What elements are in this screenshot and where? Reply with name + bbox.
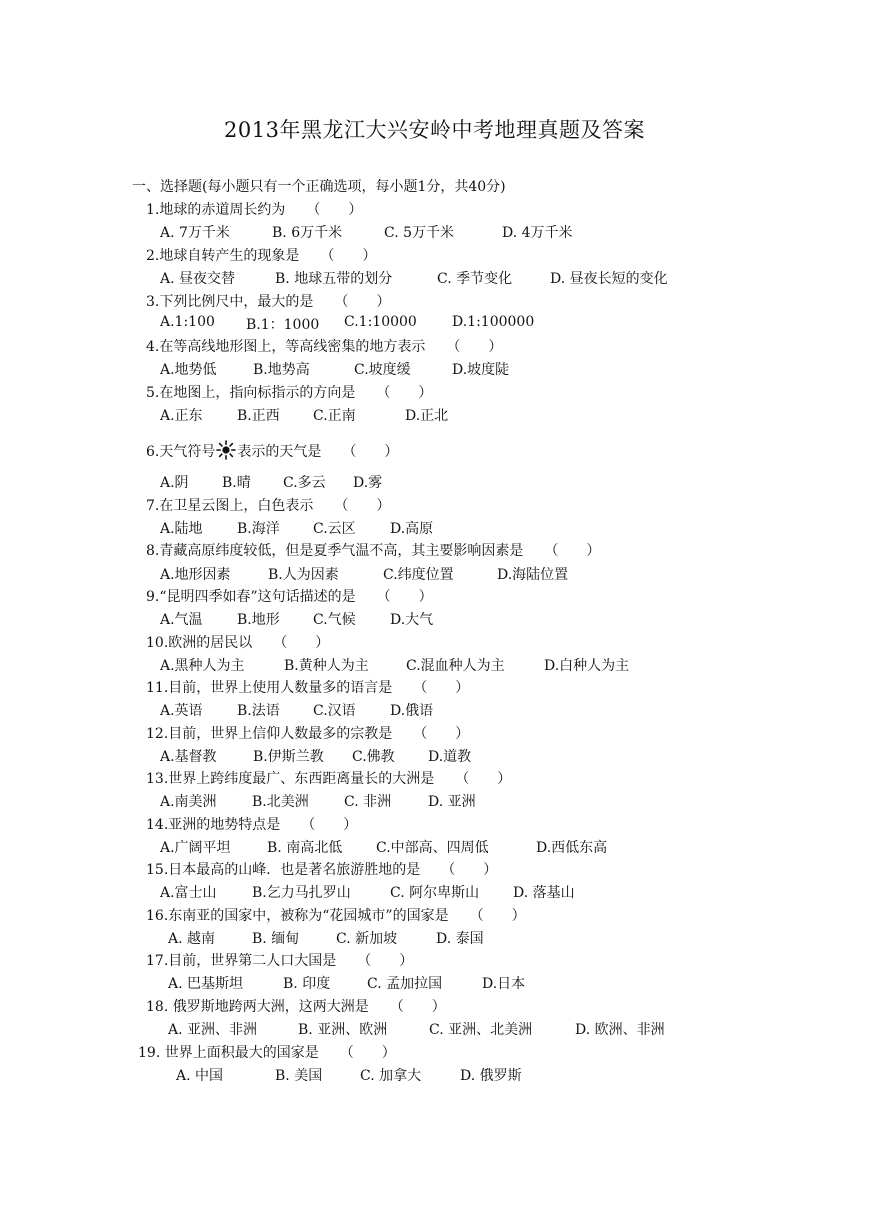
option-d: D. 4万千米 bbox=[502, 225, 573, 241]
option-c: C.汉语 bbox=[313, 703, 356, 719]
question-10-stem: 10.欧洲的居民以 （ ） bbox=[146, 635, 330, 651]
question-19-stem: 19. 世界上面积最大的国家是 （ ） bbox=[138, 1045, 396, 1061]
option-c: C.云区 bbox=[313, 521, 356, 537]
option-c: C.佛教 bbox=[352, 749, 395, 765]
option-b: B.海洋 bbox=[237, 521, 280, 537]
option-c: C.混血种人为主 bbox=[406, 658, 505, 674]
option-a: A.陆地 bbox=[160, 521, 203, 537]
option-c: C.1:10000 bbox=[344, 314, 417, 330]
option-c: C.坡度缓 bbox=[354, 362, 411, 378]
question-7-stem: 7.在卫星云图上，白色表示 （ ） bbox=[146, 498, 391, 514]
option-d: D.高原 bbox=[390, 521, 434, 537]
question-9-stem: 9.“昆明四季如春”这句话描述的是 （ ） bbox=[146, 589, 433, 605]
option-b: B. 美国 bbox=[275, 1068, 323, 1084]
option-a: A. 亚洲、非洲 bbox=[168, 1022, 258, 1038]
option-b: B. 印度 bbox=[283, 976, 331, 992]
question-6-stem bbox=[146, 440, 398, 461]
option-d: D.坡度陡 bbox=[452, 362, 510, 378]
option-b: B.黄种人为主 bbox=[284, 658, 369, 674]
option-a: A.富士山 bbox=[160, 885, 217, 901]
question-15-stem: 15.日本最高的山峰．也是著名旅游胜地的是 （ ） bbox=[146, 862, 498, 878]
question-6-stem-prefix: 6.天气符号 bbox=[146, 444, 216, 460]
section-heading: 一、选择题(每小题只有一个正确选项，每小题1分，共40分) bbox=[132, 179, 506, 195]
option-a: A.基督教 bbox=[160, 749, 217, 765]
option-b: B.人为因素 bbox=[268, 567, 339, 583]
option-d: D.正北 bbox=[405, 408, 449, 424]
option-d: D.海陆位置 bbox=[497, 567, 569, 583]
option-d: D.西低东高 bbox=[536, 840, 608, 856]
option-d: D.大气 bbox=[390, 612, 434, 628]
option-b: B.伊斯兰教 bbox=[253, 749, 324, 765]
option-d: D. 昼夜长短的变化 bbox=[550, 271, 668, 287]
option-b: B.正西 bbox=[237, 408, 280, 424]
option-a: A. 巴基斯坦 bbox=[168, 976, 244, 992]
option-b: B. 亚洲、欧洲 bbox=[298, 1022, 388, 1038]
question-4-stem: 4.在等高线地形图上，等高线密集的地方表示 （ ） bbox=[146, 339, 503, 355]
option-c: C. 加拿大 bbox=[360, 1068, 422, 1084]
question-11-stem: 11.目前，世界上使用人数量多的语言是 （ ） bbox=[146, 680, 470, 696]
option-c: C. 阿尔卑斯山 bbox=[390, 885, 480, 901]
option-d: D. 欧洲、非洲 bbox=[575, 1022, 665, 1038]
option-a: A.黑种人为主 bbox=[160, 658, 245, 674]
question-3-stem: 3.下列比例尺中，最大的是 （ ） bbox=[146, 294, 391, 310]
option-a: A.地势低 bbox=[160, 362, 217, 378]
option-c: C. 非洲 bbox=[344, 794, 392, 810]
option-d: D. 亚洲 bbox=[428, 794, 476, 810]
question-18-stem: 18. 俄罗斯地跨两大洲，这两大洲是 （ ） bbox=[146, 999, 446, 1015]
question-17-stem: 17.目前，世界第二人口大国是 （ ） bbox=[146, 953, 414, 969]
option-b: B.法语 bbox=[237, 703, 280, 719]
option-c: C.气候 bbox=[313, 612, 356, 628]
option-b: B. 6万千米 bbox=[272, 225, 343, 241]
option-d: D.白种人为主 bbox=[544, 658, 630, 674]
option-d: D. 泰国 bbox=[436, 931, 484, 947]
option-a: A.阴 bbox=[160, 475, 189, 491]
option-d: D.1:100000 bbox=[452, 314, 535, 330]
option-d: D.俄语 bbox=[390, 703, 434, 719]
option-a: A.南美洲 bbox=[160, 794, 217, 810]
option-a: A.英语 bbox=[160, 703, 203, 719]
option-b: B.地势高 bbox=[253, 362, 310, 378]
option-a: A.1:100 bbox=[160, 314, 215, 330]
option-b: B.北美洲 bbox=[252, 794, 309, 810]
option-a: A. 越南 bbox=[168, 931, 216, 947]
question-2-stem: 2.地球自转产生的现象是 （ ） bbox=[146, 248, 377, 264]
option-b: B.晴 bbox=[222, 475, 251, 491]
question-5-stem: 5.在地图上，指向标指示的方向是 （ ） bbox=[146, 385, 433, 401]
option-d: D.道教 bbox=[428, 749, 472, 765]
option-d: D. 俄罗斯 bbox=[460, 1068, 522, 1084]
question-14-stem: 14.亚洲的地势特点是 （ ） bbox=[146, 817, 358, 833]
question-8-stem: 8.青藏高原纬度较低，但是夏季气温不高，其主要影响因素是 （ ） bbox=[146, 543, 601, 559]
option-d: D. 落基山 bbox=[513, 885, 575, 901]
option-a: A.气温 bbox=[160, 612, 203, 628]
option-c: C. 新加坡 bbox=[336, 931, 398, 947]
option-a: A. 昼夜交替 bbox=[160, 271, 236, 287]
option-b: B. 地球五带的划分 bbox=[275, 271, 393, 287]
option-d: D.日本 bbox=[482, 976, 526, 992]
option-b: B. 缅甸 bbox=[252, 931, 300, 947]
option-c: C. 孟加拉国 bbox=[367, 976, 443, 992]
option-a: A.地形因素 bbox=[160, 567, 231, 583]
question-6-stem-suffix: 表示的天气是 （ ） bbox=[237, 444, 399, 460]
option-b: B.1：1000 bbox=[246, 317, 320, 333]
question-13-stem: 13.世界上跨纬度最广、东西距离量长的大洲是 （ ） bbox=[146, 771, 512, 787]
question-16-stem: 16.东南亚的国家中，被称为“花园城市”的国家是 （ ） bbox=[146, 908, 526, 924]
option-a: A. 7万千米 bbox=[160, 225, 230, 241]
option-b: B. 南高北低 bbox=[267, 840, 343, 856]
option-a: A. 中国 bbox=[176, 1068, 224, 1084]
option-c: C. 5万千米 bbox=[384, 225, 455, 241]
option-c: C. 亚洲、北美洲 bbox=[429, 1022, 533, 1038]
option-b: B.乞力马扎罗山 bbox=[252, 885, 351, 901]
option-c: C.纬度位置 bbox=[383, 567, 454, 583]
option-c: C.正南 bbox=[313, 408, 356, 424]
option-d: D.雾 bbox=[353, 475, 383, 491]
sunny-weather-icon bbox=[216, 440, 236, 460]
option-a: A.正东 bbox=[160, 408, 203, 424]
option-a: A.广阔平坦 bbox=[160, 840, 231, 856]
question-1-stem: 1.地球的赤道周长约为 （ ） bbox=[146, 202, 363, 218]
option-b: B.地形 bbox=[237, 612, 280, 628]
option-c: C.多云 bbox=[283, 475, 326, 491]
option-c: C. 季节变化 bbox=[437, 271, 513, 287]
page-title: 2013年黑龙江大兴安岭中考地理真题及答案 bbox=[224, 118, 645, 142]
question-12-stem: 12.目前，世界上信仰人数最多的宗教是 （ ） bbox=[146, 726, 470, 742]
option-c: C.中部高、四周低 bbox=[376, 840, 489, 856]
